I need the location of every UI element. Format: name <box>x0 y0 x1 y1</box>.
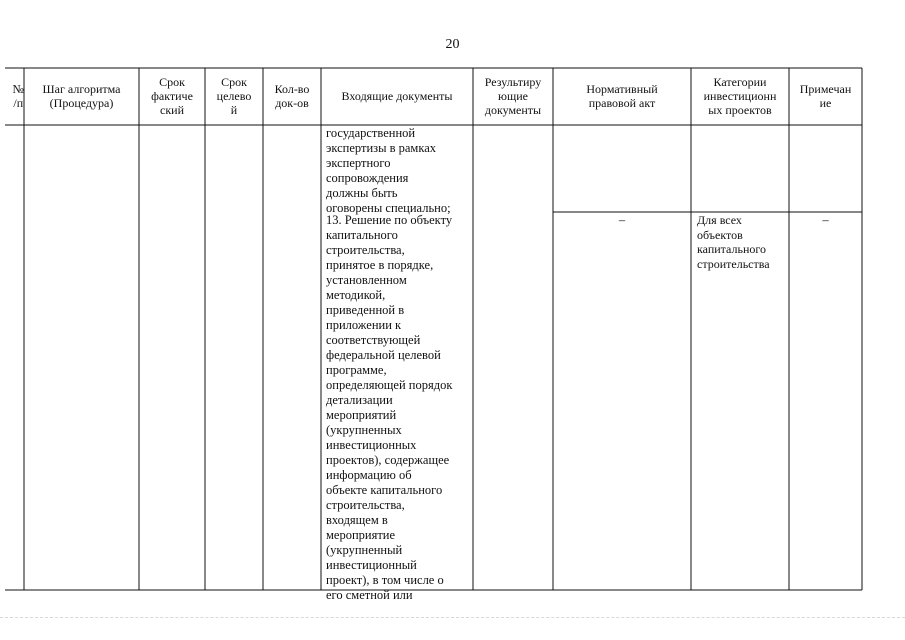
header-input-docs: Входящие документы <box>341 89 453 103</box>
header-doc-count: Кол-во док-ов <box>274 82 310 110</box>
page-number: 20 <box>445 37 460 52</box>
row2-normative-act: – <box>618 213 626 227</box>
header-term-target: Срок целево й <box>216 75 252 117</box>
header-categories: Категории инвестиционн ых проектов <box>703 75 777 117</box>
header-step: Шаг алгоритма (Процедура) <box>42 82 121 110</box>
header-term-fact: Срок фактиче ский <box>151 75 193 117</box>
header-result-docs: Результиру ющие документы <box>484 75 542 117</box>
row2-categories: Для всех объектов капитального строительства <box>697 213 770 271</box>
scan-artifact-line <box>0 617 905 619</box>
row1-input-docs: государственной экспертизы в рамках экспертного сопровождения должны быть оговорены специально; <box>326 126 451 215</box>
row2-input-docs: 13. Решение по объекту капитального строительства, принятое в порядке, установленном методикой, приведенной в приложении к соответствующей федеральной целевой программе, определяющей порядок детализации мероприятий (укрупненных инвестиционных проектов), содержащее информацию об объекте капитального строительства, входящем в мероприятие (укрупненный инвестиционный проект), в том числе о его сметной или <box>326 213 453 602</box>
row2-note: – <box>822 213 829 227</box>
header-note: Примечан ие <box>799 82 852 110</box>
header-num: № /п <box>12 82 24 110</box>
header-normative-act: Нормативный правовой акт <box>586 82 658 110</box>
